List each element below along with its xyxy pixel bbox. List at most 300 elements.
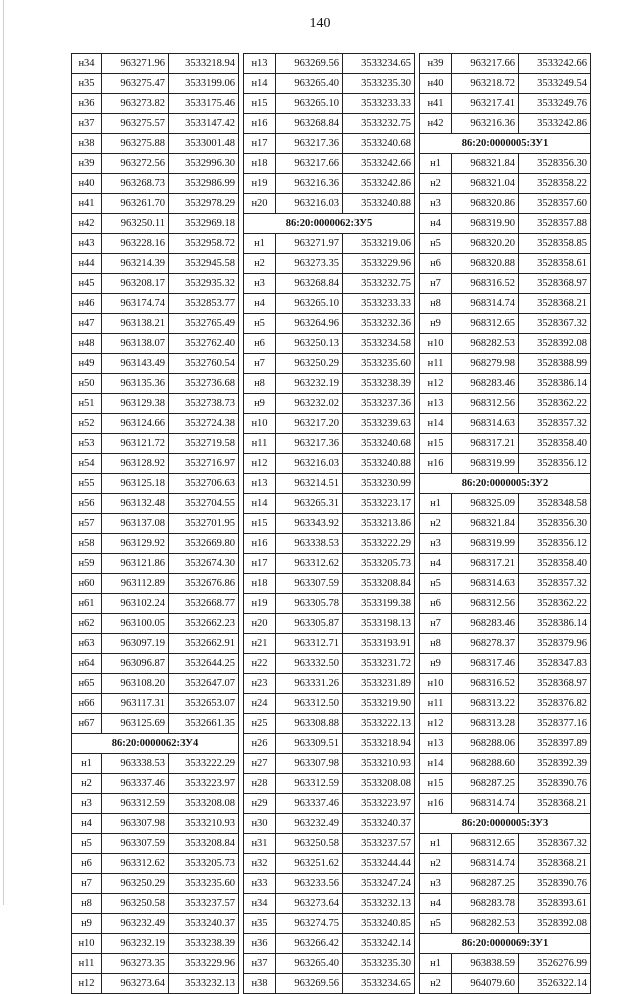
y-coordinate: 3533238.39 xyxy=(343,374,415,394)
point-label: н8 xyxy=(420,294,452,314)
table-row xyxy=(72,614,239,634)
y-coordinate: 3533240.85 xyxy=(343,914,415,934)
table-row xyxy=(72,474,239,494)
x-coordinate: 963218.72 xyxy=(452,74,519,94)
y-coordinate: 3533218.94 xyxy=(169,54,239,74)
y-coordinate: 3533193.91 xyxy=(343,634,415,654)
point-label: н62 xyxy=(72,614,102,634)
x-coordinate: 963232.49 xyxy=(276,814,343,834)
x-coordinate: 968287.25 xyxy=(452,874,519,894)
x-coordinate: 963214.51 xyxy=(276,474,343,494)
point-label: н9 xyxy=(420,314,452,334)
y-coordinate: 3528392.08 xyxy=(519,914,591,934)
point-label: н2 xyxy=(420,514,452,534)
point-label: н18 xyxy=(244,574,276,594)
parcel-header-row xyxy=(420,134,591,154)
x-coordinate: 963217.20 xyxy=(276,414,343,434)
y-coordinate: 3533249.76 xyxy=(519,94,591,114)
x-coordinate: 963232.49 xyxy=(102,914,169,934)
y-coordinate: 3532716.97 xyxy=(169,454,239,474)
x-coordinate: 963138.07 xyxy=(102,334,169,354)
x-coordinate: 963261.70 xyxy=(102,194,169,214)
y-coordinate: 3528392.08 xyxy=(519,334,591,354)
x-coordinate: 963307.59 xyxy=(102,834,169,854)
point-label: н1 xyxy=(420,154,452,174)
y-coordinate: 3528367.32 xyxy=(519,314,591,334)
point-label: н9 xyxy=(244,394,276,414)
table-row xyxy=(244,374,415,394)
y-coordinate: 3528386.14 xyxy=(519,614,591,634)
table-row xyxy=(420,854,591,874)
point-label: н11 xyxy=(420,354,452,374)
x-coordinate: 963214.39 xyxy=(102,254,169,274)
table-row xyxy=(244,194,415,214)
y-coordinate: 3526322.14 xyxy=(519,974,591,994)
y-coordinate: 3528390.76 xyxy=(519,874,591,894)
point-label: н2 xyxy=(244,254,276,274)
y-coordinate: 3533240.88 xyxy=(343,194,415,214)
y-coordinate: 3528357.32 xyxy=(519,574,591,594)
x-coordinate: 968312.65 xyxy=(452,314,519,334)
table-row xyxy=(420,594,591,614)
point-label: н3 xyxy=(244,274,276,294)
x-coordinate: 963307.98 xyxy=(276,754,343,774)
point-label: н12 xyxy=(420,714,452,734)
x-coordinate: 963217.36 xyxy=(276,134,343,154)
x-coordinate: 963338.53 xyxy=(276,534,343,554)
point-label: н23 xyxy=(244,674,276,694)
x-coordinate: 963338.53 xyxy=(102,754,169,774)
x-coordinate: 963275.57 xyxy=(102,114,169,134)
point-label: н9 xyxy=(72,914,102,934)
y-coordinate: 3528386.14 xyxy=(519,374,591,394)
parcel-number: 86:20:0000069:ЗУ1 xyxy=(420,934,591,954)
y-coordinate: 3532986.99 xyxy=(169,174,239,194)
point-label: н5 xyxy=(244,314,276,334)
x-coordinate: 968319.99 xyxy=(452,454,519,474)
table-row xyxy=(72,374,239,394)
x-coordinate: 963305.87 xyxy=(276,614,343,634)
point-label: н4 xyxy=(420,554,452,574)
point-label: н13 xyxy=(420,734,452,754)
table-row xyxy=(244,274,415,294)
table-row xyxy=(244,914,415,934)
point-label: н15 xyxy=(420,774,452,794)
x-coordinate: 963112.89 xyxy=(102,574,169,594)
point-label: н55 xyxy=(72,474,102,494)
x-coordinate: 963275.88 xyxy=(102,134,169,154)
x-coordinate: 963269.56 xyxy=(276,974,343,994)
scan-edge-line xyxy=(3,0,4,905)
parcel-number: 86:20:0000005:ЗУ3 xyxy=(420,814,591,834)
y-coordinate: 3533234.58 xyxy=(343,334,415,354)
y-coordinate: 3528379.96 xyxy=(519,634,591,654)
point-label: н5 xyxy=(420,914,452,934)
y-coordinate: 3528347.83 xyxy=(519,654,591,674)
x-coordinate: 963121.72 xyxy=(102,434,169,454)
point-label: н34 xyxy=(244,894,276,914)
y-coordinate: 3533242.66 xyxy=(519,54,591,74)
table-row xyxy=(420,314,591,334)
point-label: н35 xyxy=(72,74,102,94)
table-row xyxy=(420,894,591,914)
x-coordinate: 963250.58 xyxy=(276,834,343,854)
table-row xyxy=(72,934,239,954)
point-label: н5 xyxy=(420,234,452,254)
point-label: н1 xyxy=(420,954,452,974)
table-row xyxy=(244,54,415,74)
point-label: н16 xyxy=(420,454,452,474)
x-coordinate: 963125.18 xyxy=(102,474,169,494)
table-row xyxy=(244,574,415,594)
x-coordinate: 963273.64 xyxy=(102,974,169,994)
y-coordinate: 3528392.39 xyxy=(519,754,591,774)
table-row xyxy=(72,194,239,214)
y-coordinate: 3533219.06 xyxy=(343,234,415,254)
table-row xyxy=(244,634,415,654)
y-coordinate: 3532644.25 xyxy=(169,654,239,674)
y-coordinate: 3532765.49 xyxy=(169,314,239,334)
y-coordinate: 3528358.40 xyxy=(519,434,591,454)
point-label: н13 xyxy=(244,54,276,74)
x-coordinate: 963250.13 xyxy=(276,334,343,354)
point-label: н61 xyxy=(72,594,102,614)
x-coordinate: 963273.35 xyxy=(102,954,169,974)
x-coordinate: 963250.29 xyxy=(276,354,343,374)
x-coordinate: 968278.37 xyxy=(452,634,519,654)
x-coordinate: 963128.92 xyxy=(102,454,169,474)
y-coordinate: 3528367.32 xyxy=(519,834,591,854)
point-label: н65 xyxy=(72,674,102,694)
x-coordinate: 968314.74 xyxy=(452,794,519,814)
x-coordinate: 963268.84 xyxy=(276,114,343,134)
table-row xyxy=(244,714,415,734)
y-coordinate: 3528362.22 xyxy=(519,394,591,414)
point-label: н11 xyxy=(244,434,276,454)
y-coordinate: 3533234.65 xyxy=(343,54,415,74)
point-label: н66 xyxy=(72,694,102,714)
x-coordinate: 963251.62 xyxy=(276,854,343,874)
x-coordinate: 963174.74 xyxy=(102,294,169,314)
point-label: н16 xyxy=(244,534,276,554)
table-row xyxy=(244,334,415,354)
point-label: н10 xyxy=(420,334,452,354)
point-label: н12 xyxy=(72,974,102,994)
x-coordinate: 963305.78 xyxy=(276,594,343,614)
x-coordinate: 968313.22 xyxy=(452,694,519,714)
x-coordinate: 963271.96 xyxy=(102,54,169,74)
table-row xyxy=(420,614,591,634)
y-coordinate: 3533235.60 xyxy=(343,354,415,374)
x-coordinate: 963250.29 xyxy=(102,874,169,894)
x-coordinate: 968316.52 xyxy=(452,674,519,694)
y-coordinate: 3533223.17 xyxy=(343,494,415,514)
y-coordinate: 3528368.21 xyxy=(519,294,591,314)
table-row xyxy=(72,394,239,414)
point-label: н31 xyxy=(244,834,276,854)
point-label: н1 xyxy=(244,234,276,254)
point-label: н49 xyxy=(72,354,102,374)
point-label: н35 xyxy=(244,914,276,934)
point-label: н39 xyxy=(420,54,452,74)
point-label: н7 xyxy=(420,614,452,634)
table-row xyxy=(420,954,591,974)
point-label: н59 xyxy=(72,554,102,574)
coordinate-table-3 xyxy=(419,53,591,994)
point-label: н8 xyxy=(72,894,102,914)
table-row xyxy=(420,354,591,374)
table-row xyxy=(244,454,415,474)
table-row xyxy=(72,714,239,734)
point-label: н45 xyxy=(72,274,102,294)
point-label: н42 xyxy=(72,214,102,234)
point-label: н21 xyxy=(244,634,276,654)
point-label: н33 xyxy=(244,874,276,894)
table-row xyxy=(420,694,591,714)
point-label: н29 xyxy=(244,794,276,814)
x-coordinate: 963274.75 xyxy=(276,914,343,934)
point-label: н1 xyxy=(420,494,452,514)
table-row xyxy=(244,554,415,574)
y-coordinate: 3532996.30 xyxy=(169,154,239,174)
point-label: н16 xyxy=(244,114,276,134)
x-coordinate: 963217.41 xyxy=(452,94,519,114)
table-row xyxy=(244,134,415,154)
point-label: н47 xyxy=(72,314,102,334)
y-coordinate: 3532736.68 xyxy=(169,374,239,394)
y-coordinate: 3533222.29 xyxy=(169,754,239,774)
table-row xyxy=(72,114,239,134)
table-row xyxy=(244,734,415,754)
point-label: н15 xyxy=(244,514,276,534)
y-coordinate: 3528376.82 xyxy=(519,694,591,714)
table-row xyxy=(72,74,239,94)
x-coordinate: 963268.73 xyxy=(102,174,169,194)
y-coordinate: 3533231.72 xyxy=(343,654,415,674)
table-row xyxy=(72,234,239,254)
y-coordinate: 3533232.75 xyxy=(343,274,415,294)
x-coordinate: 968317.21 xyxy=(452,554,519,574)
page-number: 140 xyxy=(309,16,331,31)
table-row xyxy=(72,294,239,314)
x-coordinate: 968312.56 xyxy=(452,394,519,414)
x-coordinate: 963312.50 xyxy=(276,694,343,714)
table-row xyxy=(420,414,591,434)
y-coordinate: 3532701.95 xyxy=(169,514,239,534)
x-coordinate: 968287.25 xyxy=(452,774,519,794)
y-coordinate: 3533231.89 xyxy=(343,674,415,694)
point-label: н14 xyxy=(420,754,452,774)
x-coordinate: 963265.31 xyxy=(276,494,343,514)
table-row xyxy=(420,494,591,514)
table-row xyxy=(244,674,415,694)
y-coordinate: 3533210.93 xyxy=(343,754,415,774)
y-coordinate: 3533240.37 xyxy=(169,914,239,934)
y-coordinate: 3533242.86 xyxy=(519,114,591,134)
x-coordinate: 963312.62 xyxy=(102,854,169,874)
point-label: н14 xyxy=(244,74,276,94)
point-label: н16 xyxy=(420,794,452,814)
y-coordinate: 3528368.21 xyxy=(519,794,591,814)
x-coordinate: 968320.20 xyxy=(452,234,519,254)
point-label: н38 xyxy=(72,134,102,154)
x-coordinate: 963143.49 xyxy=(102,354,169,374)
table-row xyxy=(244,594,415,614)
point-label: н6 xyxy=(72,854,102,874)
point-label: н30 xyxy=(244,814,276,834)
parcel-number: 86:20:0000005:ЗУ2 xyxy=(420,474,591,494)
point-label: н52 xyxy=(72,414,102,434)
x-coordinate: 963137.08 xyxy=(102,514,169,534)
point-label: н25 xyxy=(244,714,276,734)
x-coordinate: 963250.11 xyxy=(102,214,169,234)
y-coordinate: 3528358.22 xyxy=(519,174,591,194)
coordinate-table xyxy=(419,53,591,994)
point-label: н48 xyxy=(72,334,102,354)
table-row xyxy=(420,874,591,894)
table-row xyxy=(72,214,239,234)
y-coordinate: 3533240.68 xyxy=(343,434,415,454)
x-coordinate: 968321.84 xyxy=(452,154,519,174)
table-row xyxy=(420,974,591,994)
table-row xyxy=(244,854,415,874)
point-label: н8 xyxy=(420,634,452,654)
table-row xyxy=(72,514,239,534)
table-row xyxy=(420,174,591,194)
table-row xyxy=(72,574,239,594)
point-label: н32 xyxy=(244,854,276,874)
x-coordinate: 968325.09 xyxy=(452,494,519,514)
x-coordinate: 963097.19 xyxy=(102,634,169,654)
table-row xyxy=(420,94,591,114)
point-label: н37 xyxy=(72,114,102,134)
table-row xyxy=(244,934,415,954)
coordinate-table xyxy=(71,53,239,994)
x-coordinate: 963265.40 xyxy=(276,954,343,974)
table-row xyxy=(420,774,591,794)
table-row xyxy=(244,534,415,554)
point-label: н12 xyxy=(420,374,452,394)
table-row xyxy=(420,274,591,294)
x-coordinate: 964079.60 xyxy=(452,974,519,994)
x-coordinate: 968283.78 xyxy=(452,894,519,914)
point-label: н10 xyxy=(72,934,102,954)
table-row xyxy=(244,494,415,514)
table-row xyxy=(244,654,415,674)
x-coordinate: 963117.31 xyxy=(102,694,169,714)
point-label: н10 xyxy=(420,674,452,694)
x-coordinate: 963312.59 xyxy=(276,774,343,794)
y-coordinate: 3528368.97 xyxy=(519,274,591,294)
x-coordinate: 963250.58 xyxy=(102,894,169,914)
x-coordinate: 963273.82 xyxy=(102,94,169,114)
y-coordinate: 3533147.42 xyxy=(169,114,239,134)
y-coordinate: 3532669.80 xyxy=(169,534,239,554)
y-coordinate: 3528358.40 xyxy=(519,554,591,574)
x-coordinate: 963309.51 xyxy=(276,734,343,754)
point-label: н42 xyxy=(420,114,452,134)
point-label: н6 xyxy=(244,334,276,354)
point-label: н51 xyxy=(72,394,102,414)
y-coordinate: 3528348.58 xyxy=(519,494,591,514)
point-label: н1 xyxy=(72,754,102,774)
x-coordinate: 963838.59 xyxy=(452,954,519,974)
y-coordinate: 3533235.30 xyxy=(343,954,415,974)
point-label: н7 xyxy=(72,874,102,894)
y-coordinate: 3532853.77 xyxy=(169,294,239,314)
x-coordinate: 963268.84 xyxy=(276,274,343,294)
table-row xyxy=(420,234,591,254)
table-row xyxy=(420,154,591,174)
x-coordinate: 963108.20 xyxy=(102,674,169,694)
y-coordinate: 3528377.16 xyxy=(519,714,591,734)
x-coordinate: 963275.47 xyxy=(102,74,169,94)
point-label: н20 xyxy=(244,614,276,634)
table-row xyxy=(244,434,415,454)
table-row xyxy=(420,454,591,474)
table-row xyxy=(244,114,415,134)
y-coordinate: 3533233.33 xyxy=(343,294,415,314)
point-label: н36 xyxy=(244,934,276,954)
point-label: н39 xyxy=(72,154,102,174)
table-row xyxy=(72,854,239,874)
point-label: н44 xyxy=(72,254,102,274)
table-row xyxy=(420,834,591,854)
x-coordinate: 963307.59 xyxy=(276,574,343,594)
y-coordinate: 3532706.63 xyxy=(169,474,239,494)
point-label: н2 xyxy=(420,854,452,874)
table-row xyxy=(420,294,591,314)
x-coordinate: 963124.66 xyxy=(102,414,169,434)
point-label: н9 xyxy=(420,654,452,674)
point-label: н54 xyxy=(72,454,102,474)
x-coordinate: 963233.56 xyxy=(276,874,343,894)
y-coordinate: 3532674.30 xyxy=(169,554,239,574)
point-label: н4 xyxy=(420,214,452,234)
table-row xyxy=(420,754,591,774)
point-label: н7 xyxy=(420,274,452,294)
point-label: н41 xyxy=(72,194,102,214)
table-row xyxy=(420,534,591,554)
point-label: н18 xyxy=(244,154,276,174)
point-label: н67 xyxy=(72,714,102,734)
x-coordinate: 963228.16 xyxy=(102,234,169,254)
table-row xyxy=(244,834,415,854)
table-row xyxy=(244,354,415,374)
point-label: н37 xyxy=(244,954,276,974)
point-label: н19 xyxy=(244,594,276,614)
y-coordinate: 3533205.73 xyxy=(343,554,415,574)
y-coordinate: 3533229.96 xyxy=(343,254,415,274)
y-coordinate: 3528356.30 xyxy=(519,154,591,174)
point-label: н26 xyxy=(244,734,276,754)
table-row xyxy=(72,774,239,794)
table-row xyxy=(420,434,591,454)
table-row xyxy=(420,634,591,654)
x-coordinate: 963266.42 xyxy=(276,934,343,954)
y-coordinate: 3533239.63 xyxy=(343,414,415,434)
point-label: н17 xyxy=(244,554,276,574)
y-coordinate: 3533238.39 xyxy=(169,934,239,954)
point-label: н3 xyxy=(420,874,452,894)
table-row xyxy=(244,874,415,894)
point-label: н8 xyxy=(244,374,276,394)
y-coordinate: 3528358.85 xyxy=(519,234,591,254)
x-coordinate: 963102.24 xyxy=(102,594,169,614)
table-row xyxy=(420,194,591,214)
x-coordinate: 968317.21 xyxy=(452,434,519,454)
x-coordinate: 963096.87 xyxy=(102,654,169,674)
